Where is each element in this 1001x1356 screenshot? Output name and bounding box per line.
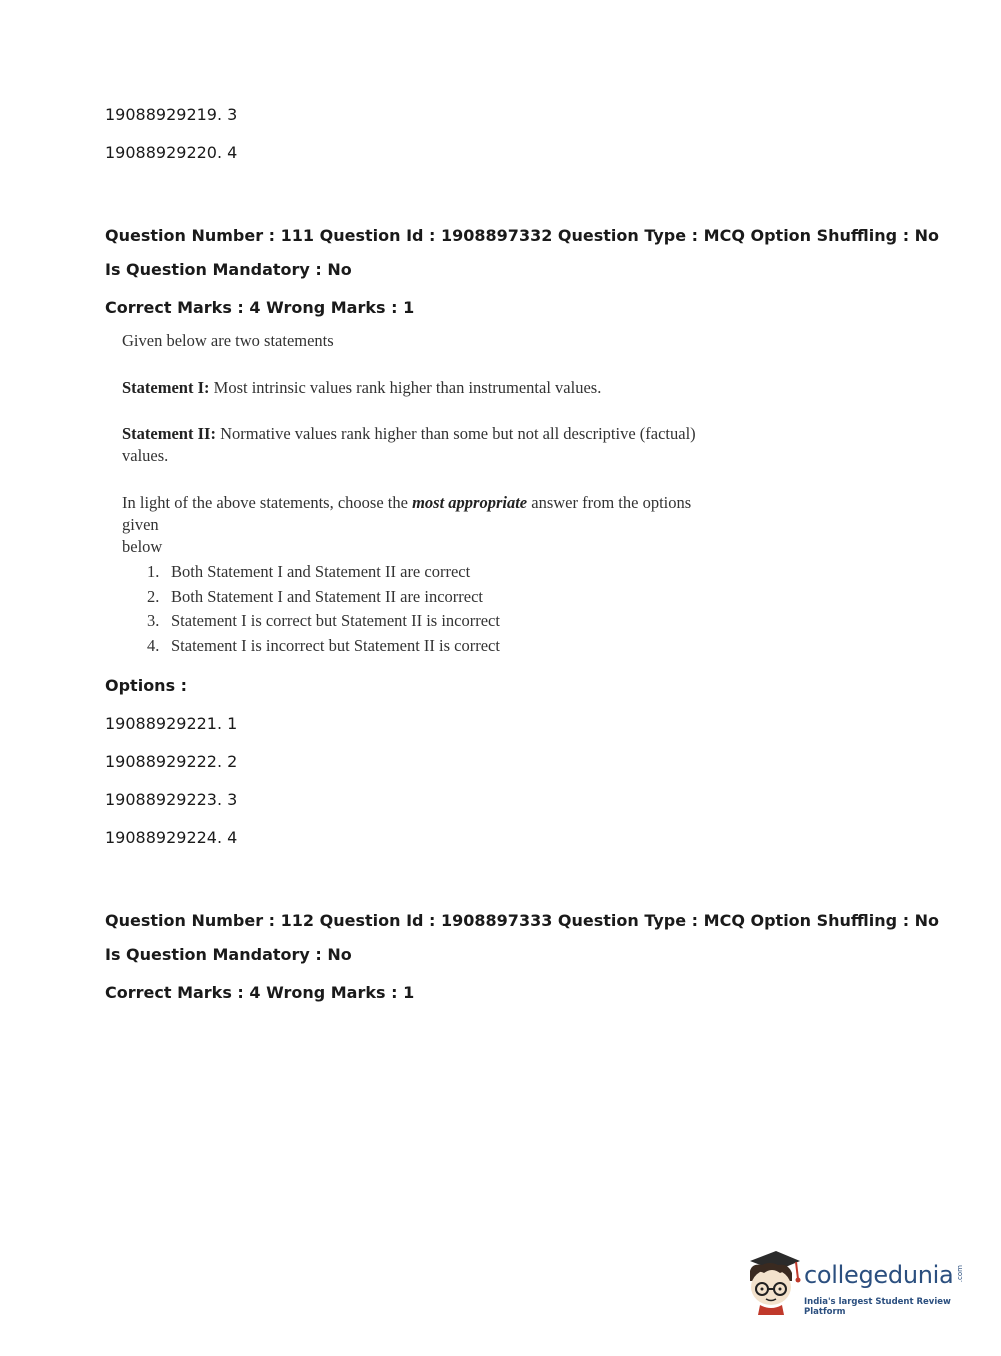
choice-number: 2. [147,586,160,606]
mascot-graduate-icon [742,1247,804,1317]
collegedunia-logo [742,1247,972,1317]
option-line: 19088929220. 4 [105,143,238,162]
statement-2-text: Normative values rank higher than some but not all descriptive (factual) [215,424,696,443]
choice-number: 1. [147,562,160,581]
statement-1-label: Statement I: [122,378,210,397]
choice-number: 3. [147,611,160,630]
option-line: 19088929223. 3 [105,790,238,809]
choice-text: Statement I is correct but Statement II is incorrect [171,611,500,630]
option-line: 19088929219. 3 [105,105,238,124]
choice-number: 4. [147,635,160,655]
question-marks: Correct Marks : 4 Wrong Marks : 1 [105,983,415,1002]
option-line: 19088929222. 2 [105,752,238,771]
choice-list [147,561,500,659]
question-intro: Given below are two statements [122,331,334,350]
question-marks: Correct Marks : 4 Wrong Marks : 1 [105,298,415,317]
choice-item [147,586,500,611]
choice-item [147,635,500,660]
instruction-emphasis: most appropriate [412,493,528,512]
choice-text: Statement I is incorrect but Statement II is correct [171,635,500,655]
logo-name: collegedunia [804,1261,954,1289]
statement-1-text: Most intrinsic values rank higher than instrumental values. [209,378,602,397]
choice-item [147,561,500,586]
option-line: 19088929221. 1 [105,714,238,733]
instruction-text-c: below [122,537,163,556]
statement-2-label: Statement II: [122,424,216,443]
statement-2-text-cont: values. [122,446,169,465]
statement-1 [122,377,722,399]
question-header: Question Number : 112 Question Id : 1908897333 Question Type : MCQ Option Shuffling : No [105,911,940,930]
instruction-text-b: answer from the options given [122,493,692,534]
option-line: 19088929224. 4 [105,828,238,847]
question-mandatory: Is Question Mandatory : No [105,945,352,964]
options-label: Options : [105,676,188,695]
question-header: Question Number : 111 Question Id : 1908897332 Question Type : MCQ Option Shuffling : No [105,226,940,245]
statement-2 [122,423,722,467]
choice-text: Both Statement I and Statement II are correct [171,562,471,581]
choice-item [147,610,500,635]
choice-text: Both Statement I and Statement II are incorrect [171,586,484,606]
instruction [122,492,722,558]
logo-dotcom: .com [956,1265,964,1283]
question-mandatory: Is Question Mandatory : No [105,260,352,279]
logo-tagline: India's largest Student Review Platform [804,1297,951,1317]
instruction-text: In light of the above statements, choose the [122,493,413,512]
